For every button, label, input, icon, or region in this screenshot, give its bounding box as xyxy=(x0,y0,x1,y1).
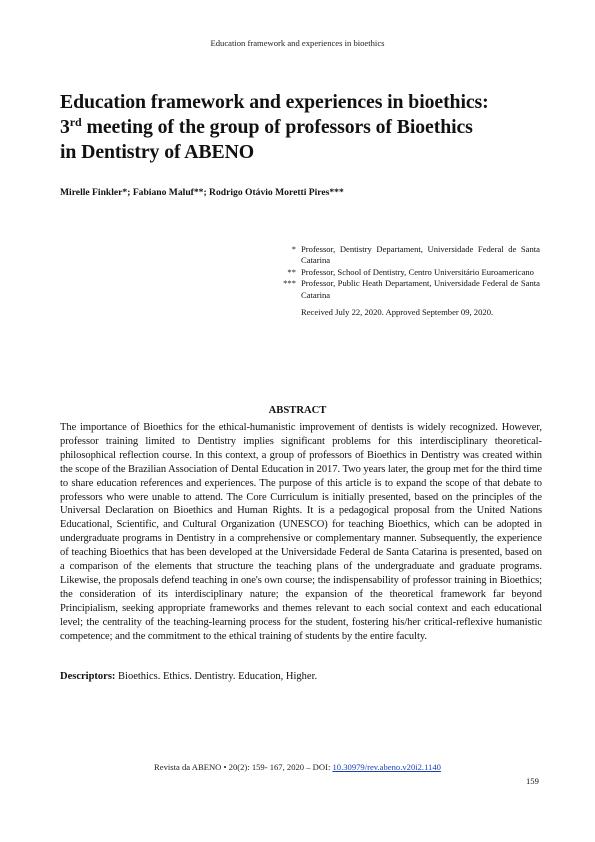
page-number: 159 xyxy=(526,776,539,786)
running-header: Education framework and experiences in bioethics xyxy=(210,38,385,48)
affiliation-item xyxy=(270,267,540,278)
author-list: Mirelle Finkler*; Fabiano Maluf**; Rodrigo Otávio Moretti Pires*** xyxy=(60,187,344,198)
descriptors xyxy=(60,670,542,684)
descriptors-text: Bioethics. Ethics. Dentistry. Education, Higher. xyxy=(115,671,318,682)
footer-citation: Revista da ABENO • 20(2): 159- 167, 2020 – DOI: xyxy=(154,762,333,772)
affiliation-text: Professor, Public Heath Departament, Universidade Federal de Santa Catarina xyxy=(301,278,540,300)
affiliation-mark: ** xyxy=(287,266,296,277)
affiliation-text: Professor, School of Dentistry, Centro Universitário Euroamericano xyxy=(301,266,534,277)
affiliation-mark: * xyxy=(291,244,296,254)
article-title xyxy=(60,90,550,164)
title-line-2-prefix: 3 xyxy=(60,115,70,138)
affiliation-item xyxy=(270,244,540,267)
title-line-2-superscript: rd xyxy=(69,114,82,129)
received-approved-dates: Received July 22, 2020. Approved September 09, 2020. xyxy=(301,307,494,318)
abstract-body: The importance of Bioethics for the ethical-humanistic improvement of dentists is widely recognized. However, professor training limited to Dentistry implies significant problems for this interdisciplinary theoretical-philosophical reflection course. In this context, a group of professors of Bioethics in Dentistry was created within the scope of the Brazilian Association of Dental Education in 2017. Two years later, the group met for the third time to share education references and experiences. The purpose of this article is to expand the scope of that debate to professors who were unable to attend. The Core Curriculum is initially presented, based on the principles of the Universal Declaration on Bioethics and Human Rights. It is a pedagogical proposal from the United Nations Educational, Scientific, and Cultural Organization (UNESCO) for teaching Bioethics, which can be adopted in undergraduate programs in Dentistry in a comprehensive or complementary manner. Subsequently, the experience of teaching Bioethics that has been developed at the Universidade Federal de Santa Catarina is presented, based on a comparison of the elements that structure the teaching plans of the undergraduate and graduate programs. Likewise, the proposals defend teaching in one's own course; the indispensability of professor training in Bioethics; the consideration of its interdisciplinary nature; the expansion of the theoretical framework far beyond Principialism, seeking appropriate frameworks and themes relevant to each social context and each educational level; the centrality of the teaching-learning process for the student, fostering his/her critical-reflexive humanistic competence; and the commitment to the ethical training of students by the entire faculty. xyxy=(60,422,542,642)
affiliation-mark: *** xyxy=(283,278,296,289)
page-footer xyxy=(0,762,595,772)
affiliations xyxy=(270,244,540,318)
title-line-1: Education framework and experiences in bioethics: xyxy=(60,91,489,113)
doi-link[interactable]: 10.30979/rev.abeno.v20i2.1140 xyxy=(332,762,441,772)
descriptors-label: Descriptors: xyxy=(60,671,116,682)
title-line-2-rest: meeting of the group of professors of Bioethics xyxy=(81,115,473,138)
affiliation-item xyxy=(270,278,540,301)
affiliation-text: Professor, Dentistry Departament, Universidade Federal de Santa Catarina xyxy=(301,244,540,266)
abstract-heading: ABSTRACT xyxy=(268,405,327,416)
title-line-3: in Dentistry of ABENO xyxy=(60,140,255,163)
